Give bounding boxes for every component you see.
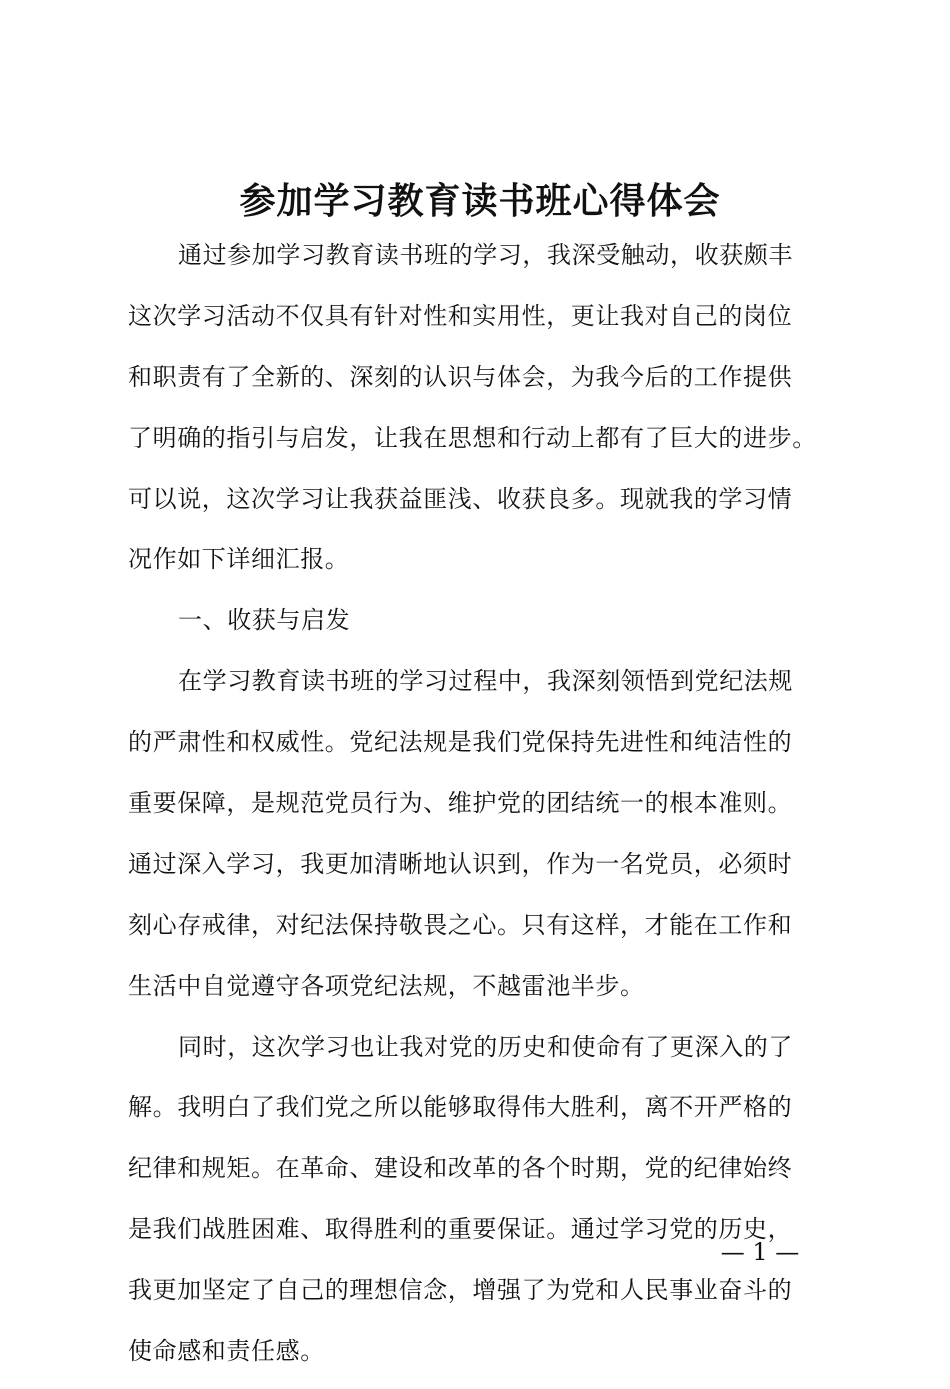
paragraph-line: 的严肃性和权威性。党纪法规是我们党保持先进性和纯洁性的: [128, 728, 793, 757]
paragraph-line: 况作如下详细汇报。: [128, 545, 350, 574]
paragraph-line: 这次学习活动不仅具有针对性和实用性，更让我对自己的岗位: [128, 301, 793, 330]
paragraph-line: 是我们战胜困难、取得胜利的重要保证。通过学习党的历史，: [128, 1215, 793, 1244]
paragraph-line: 通过参加学习教育读书班的学习，我深受触动，收获颇丰: [178, 241, 793, 269]
paragraph-line: 通过深入学习，我更加清晰地认识到，作为一名党员，必须时: [128, 849, 793, 878]
paragraph-line: 生活中自觉遵守各项党纪法规，不越雷池半步。: [128, 971, 645, 1000]
paragraph-line: 在学习教育读书班的学习过程中，我深刻领悟到党纪法规: [178, 667, 793, 696]
paragraph-line: 和职责有了全新的、深刻的认识与体会，为我今后的工作提供: [128, 362, 793, 391]
paragraph-line: 可以说，这次学习让我获益匪浅、收获良多。现就我的学习情: [128, 484, 793, 513]
paragraph-line: 使命感和责任感。: [128, 1337, 325, 1366]
section-heading: 一、收获与启发: [178, 606, 351, 635]
paragraph-line: 重要保障，是规范党员行为、维护党的团结统一的根本准则。: [128, 789, 793, 818]
document-title: 参加学习教育读书班心得体会: [239, 181, 721, 222]
paragraph-line: 刻心存戒律，对纪法保持敬畏之心。只有这样，才能在工作和: [128, 910, 793, 939]
paragraph-line: 解。我明白了我们党之所以能够取得伟大胜利，离不开严格的: [128, 1093, 793, 1122]
paragraph-line: 我更加坚定了自己的理想信念，增强了为党和人民事业奋斗的: [128, 1276, 793, 1305]
document-body: [128, 232, 848, 1389]
paragraph-line: 同时，这次学习也让我对党的历史和使命有了更深入的了: [178, 1032, 793, 1061]
paragraph-line: 了明确的指引与启发，让我在思想和行动上都有了巨大的进步。: [128, 423, 817, 452]
page-number: — 1 —: [720, 1238, 800, 1266]
paragraph-line: 纪律和规矩。在革命、建设和改革的各个时期，党的纪律始终: [128, 1154, 793, 1183]
